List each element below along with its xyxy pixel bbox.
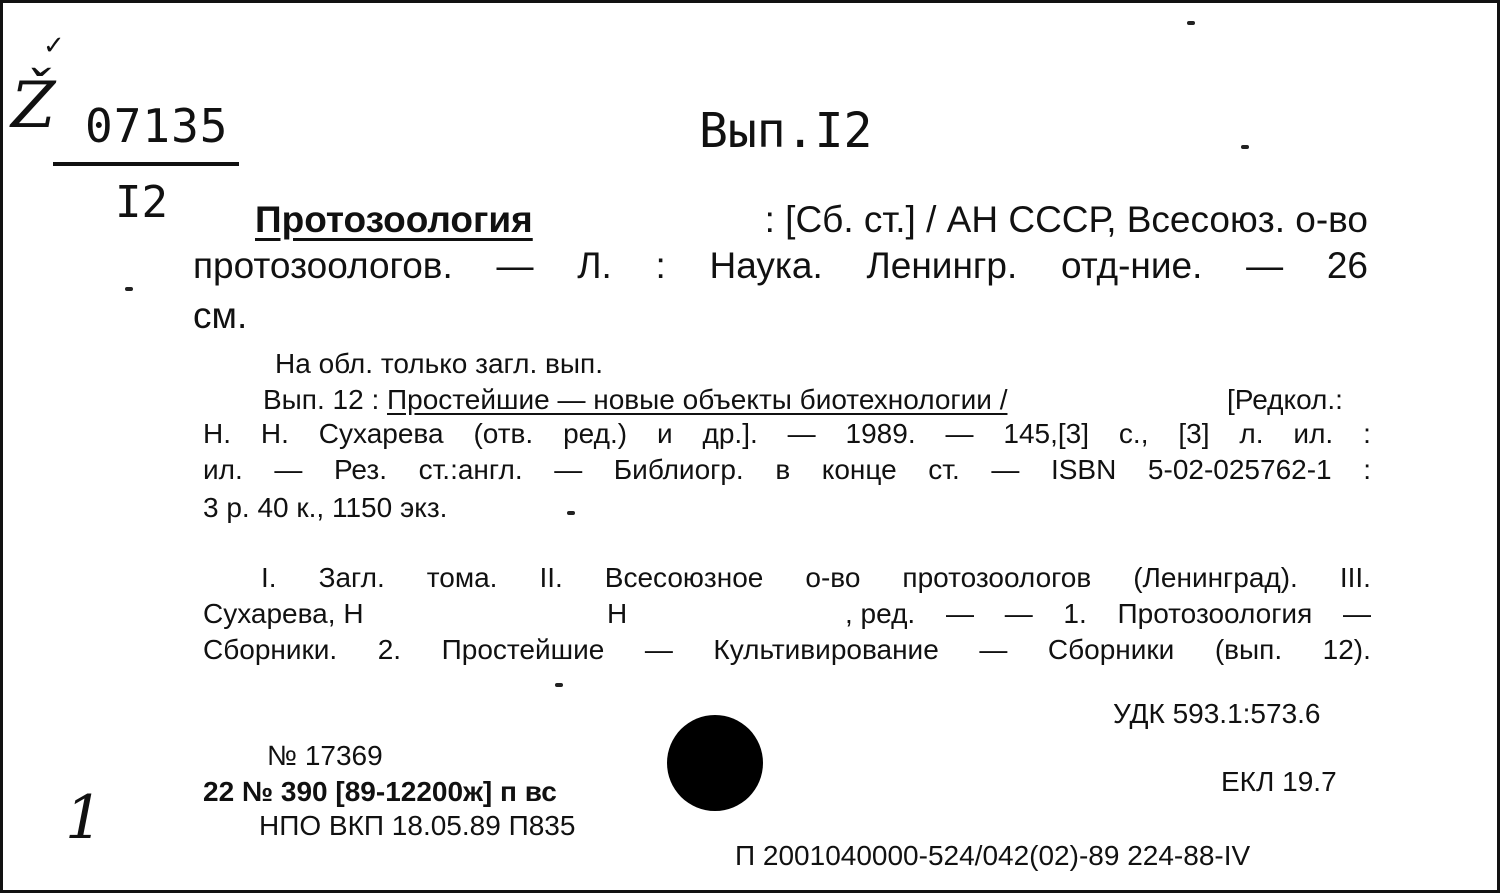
main-entry-line-2 — [193, 243, 1368, 289]
speck — [555, 683, 563, 687]
shelf-sub-number: I2 — [115, 177, 168, 228]
note-word: ст. — [928, 454, 960, 485]
speck — [1187, 21, 1195, 25]
note-word: ст.:англ. — [418, 454, 523, 485]
tracing-line-3 — [203, 633, 1371, 667]
note-word: : — [1363, 418, 1371, 449]
tracing-word: — — [979, 634, 1008, 665]
note-word: ред.) — [563, 418, 628, 449]
tracing-editor-surname: Сухарева, Н — [203, 598, 364, 629]
tracing-editor-initial: Н — [607, 598, 628, 629]
note-word: — — [945, 418, 974, 449]
note-word: — — [554, 454, 583, 485]
tracing-word: о-во — [805, 562, 861, 593]
udk-code: УДК 593.1:573.6 — [1113, 698, 1321, 729]
tracing-line-1 — [261, 561, 1371, 595]
note-word: — — [787, 418, 816, 449]
speck — [567, 511, 575, 515]
tracing-word: 12). — [1322, 634, 1371, 665]
tracing-word: протозоологов — [902, 562, 1092, 593]
note-word: ISBN — [1050, 454, 1117, 485]
tracing-word: — — [945, 598, 974, 629]
entry-word: Л. — [577, 245, 612, 286]
tracing-word: Сборники — [1047, 634, 1175, 665]
speck — [1241, 145, 1249, 149]
entry-word: — — [496, 245, 534, 286]
tracing-word: III. — [1339, 562, 1371, 593]
price-code: П 2001040000-524/042(02)-89 224-88-IV — [735, 840, 1251, 871]
note-word: ил. — [1293, 418, 1334, 449]
entry-line-3: см. — [193, 295, 248, 336]
shelf-prefix: Ž — [11, 69, 56, 143]
note-word: — — [991, 454, 1020, 485]
tracing-word: (Ленинград). — [1133, 562, 1298, 593]
note-word: 5-02-025762-1 — [1147, 454, 1332, 485]
shelf-number: 07135 — [85, 99, 229, 153]
note-word: Н. — [203, 418, 231, 449]
volume-label: Вып.I2 — [699, 103, 873, 159]
entry-word: Наука. — [709, 245, 823, 286]
npo-line: НПО ВКП 18.05.89 П835 — [259, 810, 576, 841]
note-word: ил. — [203, 454, 243, 485]
entry-word: протозоологов. — [193, 245, 453, 286]
note-word: 1989. — [845, 418, 916, 449]
note-word: [3] — [1178, 418, 1210, 449]
registration-number: № 17369 — [267, 740, 383, 771]
note-line-3 — [203, 417, 1371, 451]
note-line-4 — [203, 453, 1371, 487]
tracing-word: 2. — [377, 634, 402, 665]
tracing-word: — — [1004, 598, 1033, 629]
note-word: Сухарева — [318, 418, 444, 449]
note-word: 145,[3] — [1003, 418, 1090, 449]
tracing-word: , ред. — [845, 598, 916, 629]
entry-word: 26 — [1326, 245, 1368, 286]
note-price: 3 р. 40 к., 1150 экз. — [203, 492, 448, 523]
note-issue-suffix: [Редкол.: — [1227, 384, 1343, 415]
note-word: в — [775, 454, 791, 485]
tracing-word: 1. — [1063, 598, 1087, 629]
tracing-word: Культивирование — [713, 634, 939, 665]
tracing-word: тома. — [426, 562, 498, 593]
note-issue-title: Простейшие — новые объекты биотехнологии / — [387, 384, 1008, 415]
tracing-word: Всесоюзное — [604, 562, 764, 593]
note-word: с., — [1118, 418, 1149, 449]
check-mark: ✓ — [43, 31, 65, 61]
note-word: л. — [1239, 418, 1264, 449]
tracing-word: I. — [261, 562, 277, 593]
tracing-word: II. — [539, 562, 563, 593]
tracing-word: Загл. — [318, 562, 385, 593]
note-word: (отв. — [473, 418, 534, 449]
entry-word: отд-ние. — [1061, 245, 1203, 286]
note-word: — — [274, 454, 303, 485]
note-word: и — [656, 418, 673, 449]
ekl-code: ЕКЛ 19.7 — [1221, 766, 1337, 797]
tracing-word: — — [1342, 598, 1371, 629]
tracing-word: (вып. — [1214, 634, 1283, 665]
tracing-word: Простейшие — [441, 634, 605, 665]
tracing-word: — — [644, 634, 673, 665]
entry-line1-rest: : [Сб. ст.] / АН СССР, Всесоюз. о-во — [764, 199, 1368, 240]
note-word: Рез. — [333, 454, 387, 485]
shelf-rule — [53, 162, 239, 166]
note-cover: На обл. только загл. вып. — [275, 348, 603, 379]
main-entry-line-1 — [255, 197, 1368, 243]
note-word: Библиогр. — [613, 454, 744, 485]
tracing-line-2-rest — [845, 597, 1371, 631]
entry-title: Протозоология — [255, 199, 533, 240]
order-line: 22 № 390 [89-12200ж] п вс — [203, 776, 557, 807]
handwritten-number: 1 — [65, 783, 104, 853]
entry-word: : — [655, 245, 666, 286]
note-word: др.]. — [702, 418, 758, 449]
note-issue-line — [263, 383, 1007, 417]
entry-word: — — [1246, 245, 1284, 286]
entry-word: Ленингр. — [866, 245, 1018, 286]
note-word: : — [1363, 454, 1371, 485]
note-issue-prefix: Вып. 12 : — [263, 384, 380, 415]
tracing-word: Сборники. — [203, 634, 338, 665]
tracing-word: Протозоология — [1117, 598, 1313, 629]
note-word: конце — [821, 454, 897, 485]
note-word: Н. — [260, 418, 289, 449]
speck — [125, 287, 133, 291]
punch-hole — [667, 715, 763, 811]
